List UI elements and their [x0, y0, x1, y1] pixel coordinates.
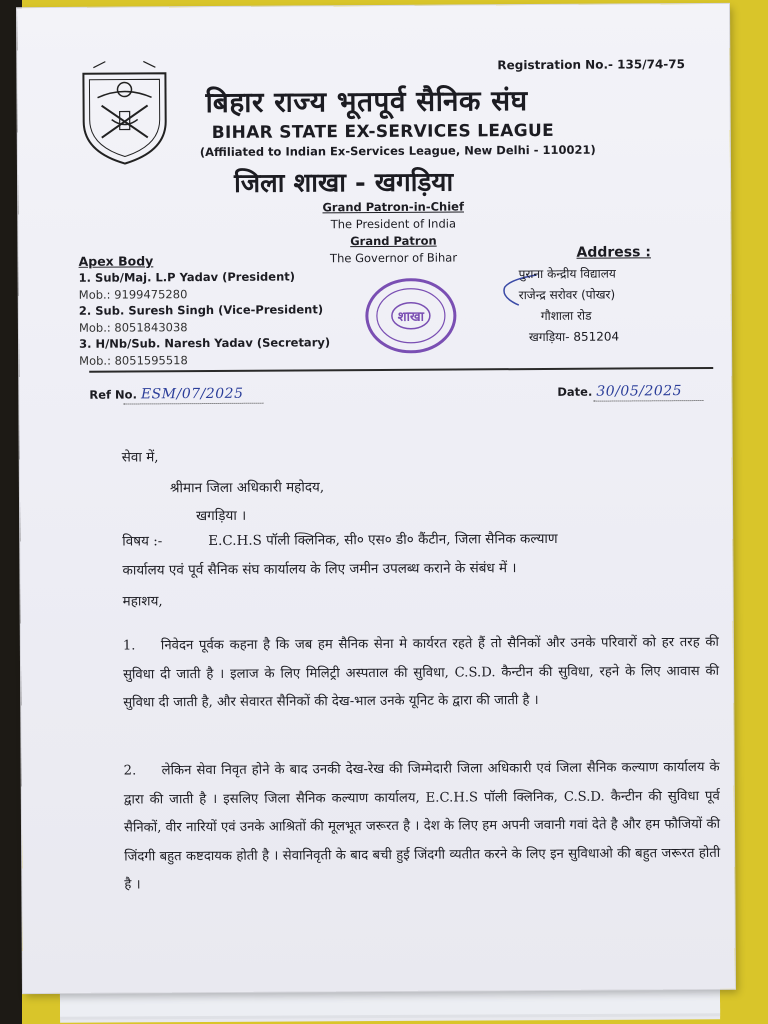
apex-member-mobile: Mob.: 9199475280	[78, 287, 188, 302]
branch-name: जिला शाखा - खगड़िया	[233, 167, 454, 199]
league-emblem-icon	[75, 59, 174, 166]
address-line: पुराना केन्द्रीय विद्यालय	[518, 266, 616, 282]
paragraph-2	[124, 754, 721, 900]
paragraph-1	[123, 629, 720, 718]
org-name-hindi: बिहार राज्य भूतपूर्व सैनिक संघ	[205, 84, 528, 120]
paragraph-number: 2.	[123, 763, 137, 779]
subject-line: कार्यालय एवं पूर्व सैनिक संघ कार्यालय के लिए जमीन उपलब्ध कराने के संबंध में ।	[122, 560, 517, 579]
apex-member-name: 2. Sub. Suresh Singh (Vice-President)	[78, 302, 324, 318]
address-line: खगड़िया- 851204	[528, 329, 620, 345]
apex-member-mobile: Mob.: 8051595518	[79, 353, 188, 368]
recipient-place: खगड़िया ।	[196, 507, 247, 525]
grand-patron-label: Grand Patron	[350, 233, 437, 249]
date-underline	[593, 400, 703, 402]
subject-label: विषय :-	[122, 533, 163, 550]
letter-date	[557, 383, 682, 400]
reference-number	[89, 386, 243, 403]
apex-body-title: Apex Body	[78, 253, 154, 269]
grand-patron-in-chief-label: Grand Patron-in-Chief	[322, 199, 464, 215]
paragraph-text: लेकिन सेवा निवृत होने के बाद उनकी देख-रेख की जिम्मेदारी जिला अधिकारी एवं जिला सैनिक कल्याण कार्यालय के द्वारा की जाती है । इसलिए जिला सैनिक कल्याण कार्यालय, E.C.H.S पॉली क्लिनिक, C.S.D. कैन्टीन की सुविधा पूर्व सैनिकों, वीर नारियों एवं उनके आश्रितों की मूलभूत जरूरत है । देश के लिए हम अपनी जवानी गवां देते है और हम फौजियों की जिंदगी बहुत कष्टदायक होती है । सेवानिवृती के बाद बची हुई जिंदगी व्यतीत करने के लिए इन सुविधाओ की बहुत जरूरत होती है ।	[123, 759, 721, 893]
reference-label: Ref No.	[89, 387, 137, 402]
letter-page	[17, 4, 735, 993]
grand-patron-in-chief: The President of India	[330, 216, 457, 232]
grand-patron: The Governor of Bihar	[329, 250, 458, 266]
paragraph-number: 1.	[122, 638, 136, 654]
subject-line: E.C.H.S पॉली क्लिनिक, सी० एस० डी० कैंटीन, जिला सैनिक कल्याण	[208, 530, 558, 550]
address-title: Address :	[576, 244, 651, 261]
paragraph-text: निवेदन पूर्वक कहना है कि जब हम सैनिक सेना मे कार्यरत रहते हैं तो सैनिकों और उनके परिवारों को हर तरह की सुविधा दी जाती है । इलाज के लिए मिलिट्री अस्पताल की सुविधा, C.S.D. कैन्टीन की सुविधा, रहने के लिए आवास की सुविधा दी जाती है, और सेवारत सैनिकों की देख-भाल उनके यूनिट के द्वारा की जाती है ।	[123, 634, 720, 711]
reference-value: ESM/07/2025	[140, 385, 244, 403]
apex-member-name: 1. Sub/Maj. L.P Yadav (President)	[78, 269, 296, 285]
recipient: श्रीमान जिला अधिकारी महोदय,	[169, 479, 325, 497]
date-value: 30/05/2025	[596, 383, 683, 400]
address-line: राजेन्द्र सरोवर (पोखर)	[518, 287, 616, 303]
affiliation: (Affiliated to Indian Ex-Services League, New Delhi - 110021)	[199, 142, 596, 160]
header-divider	[89, 367, 713, 373]
org-name-english: BIHAR STATE EX-SERVICES LEAGUE	[211, 120, 555, 143]
stamp-text: शाखा	[397, 309, 425, 325]
ref-underline	[123, 403, 263, 405]
address-line: गौशाला रोड	[540, 308, 592, 323]
date-label: Date.	[557, 384, 593, 399]
salutation-to: सेवा में,	[121, 449, 159, 466]
apex-member-mobile: Mob.: 8051843038	[78, 320, 188, 335]
registration-number: Registration No.- 135/74-75	[497, 57, 686, 73]
branch-stamp-icon	[363, 275, 459, 356]
greeting: महाशय,	[122, 593, 163, 610]
apex-member-name: 3. H/Nb/Sub. Naresh Yadav (Secretary)	[79, 335, 331, 351]
